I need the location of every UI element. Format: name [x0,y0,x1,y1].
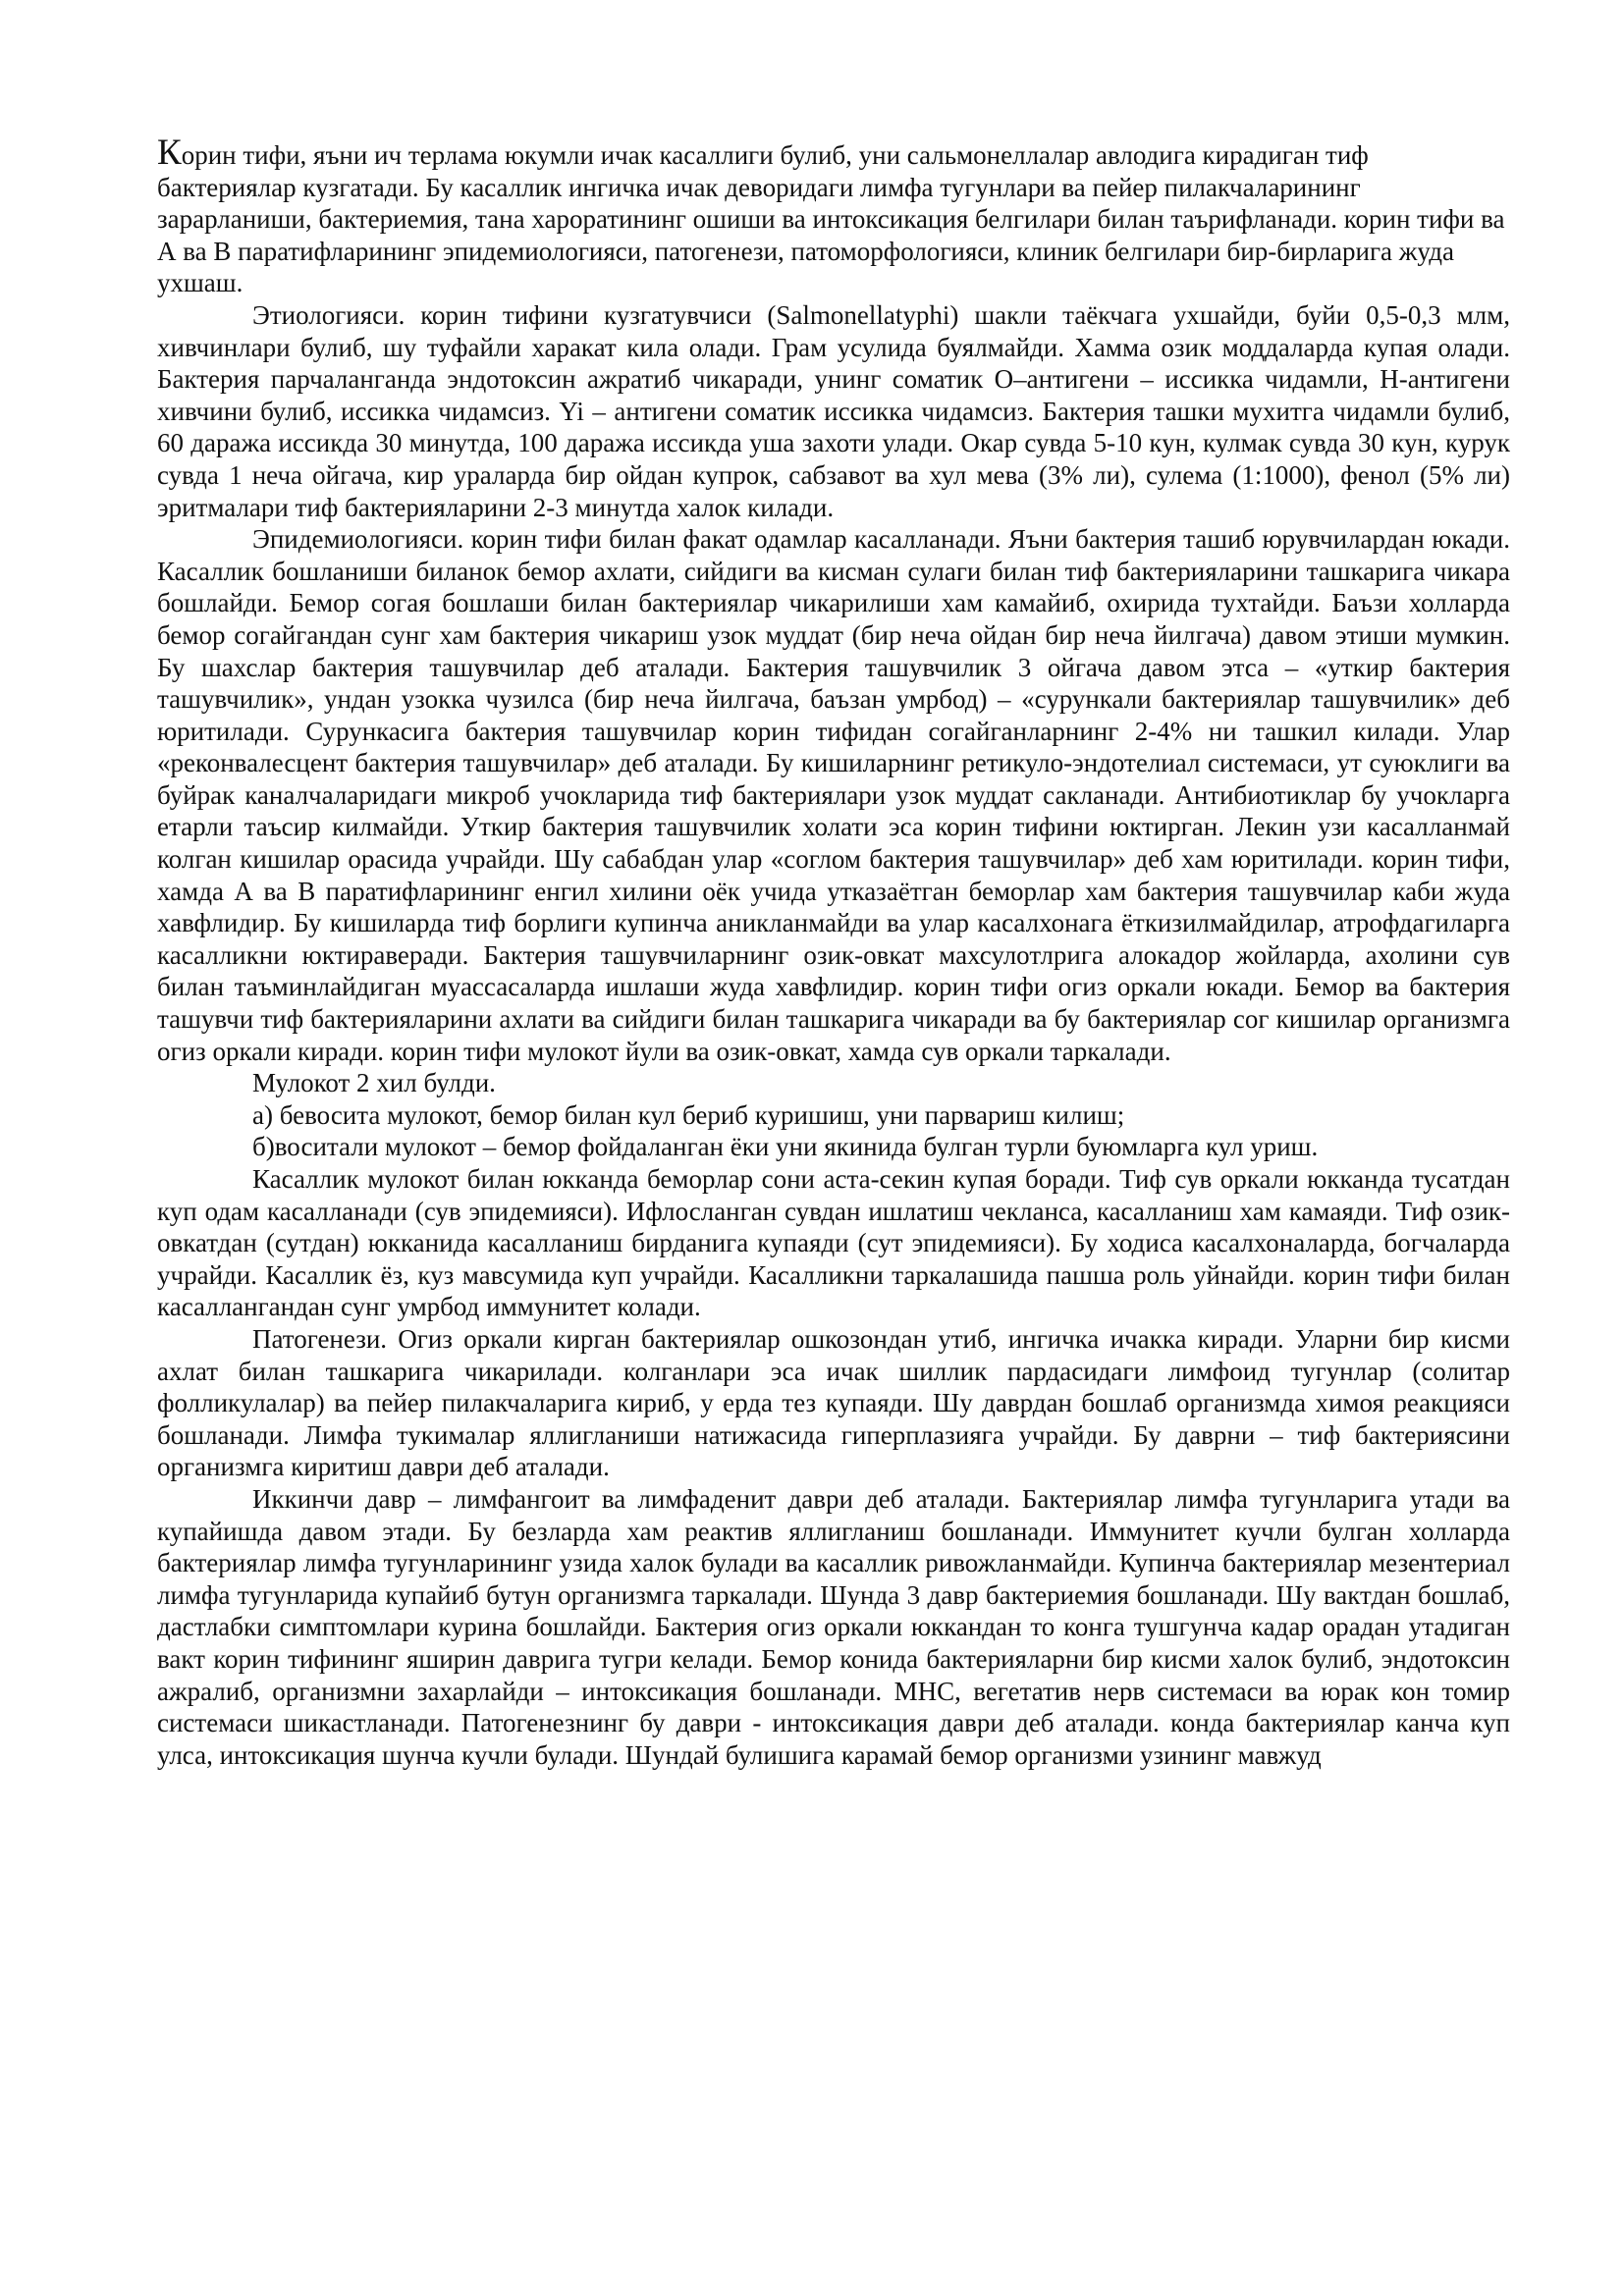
drop-cap-letter: К [157,133,182,173]
etiology-paragraph: Этиологияси. корин тифини кузгатувчиси (Salmonellatyphi) шакли таёкчага ухшайди, буйи 0,5-0,3 млм, хивчинлари булиб, шу туфайли харакат кила олади. Грам усулида буялмайди. Хамма озик моддаларда купая олади. Бактерия парчаланганда эндотоксин ажратиб чикаради, унинг соматик О–антигени – иссикка чидамли, Н-антигени хивчини булиб, иссикка чидамсиз. Yi – антигени соматик иссикка чидамсиз. Бактерия ташки мухитга чидамли булиб, 60 даража иссикда 30 минутда, 100 даража иссикда уша захоти улади. Окар сувда 5-10 кун, кулмак сувда 30 кун, курук сувда 1 неча ойгача, кир ураларда бир ойдан купрок, сабзавот ва хул мева (3% ли), сулема (1:1000), фенол (5% ли) эритмалари тиф бактерияларини 2-3 минутда халок килади. [157,299,1510,522]
document-page [157,133,1510,1771]
contact-item-a: а) бевосита мулокот, бемор билан кул бериб куришиш, уни парвариш килиш; [252,1099,1125,1130]
contact-item-b: б)воситали мулокот – бемор фойдаланган ёки уни якинида булган турли буюмларга кул уриш. [252,1132,1319,1162]
intro-paragraph [157,133,1510,299]
second-period-paragraph: Иккинчи давр – лимфангоит ва лимфаденит даври деб аталади. Бактериялар лимфа тугунларига утади ва купайишда давом этади. Бу безларда хам реактив яллигланиш бошланади. Иммунитет кучли булган холларда бактериялар лимфа тугунларининг узида халок булади ва касаллик ривожланмайди. Купинча бактериялар мезентериал лимфа тугунларида купайиб бутун организмга таркалади. Шунда 3 давр бактериемия бошланади. Шу вактдан бошлаб, дастлабки симптомлари курина бошлайди. Бактерия огиз оркали юккандан то конга тушгунча кадар орадан утадиган вакт корин тифининг яширин даврига тугри келади. Бемор конида бактерияларни бир кисми халок булиб, эндотоксин ажралиб, организмни захарлайди – интоксикация бошланади. МНС, вегетатив нерв системаси ва юрак кон томир системаси шикастланади. Патогенезнинг бу даври - интоксикация даври деб аталади. конда бактериялар канча куп улса, интоксикация шунча кучли булади. Шундай булишига карамай бемор организми узининг мавжуд [157,1483,1510,1770]
spread-paragraph: Касаллик мулокот билан юкканда беморлар сони аста-секин купая боради. Тиф сув оркали юкканда тусатдан куп одам касалланади (сув эпидемияси). Ифлосланган сувдан ишлатиш чекланса, касалланиш хам камаяди. Тиф озик-овкатдан (сутдан) юкканида касалланиш бирданига купаяди (сут эпидемияси). Бу ходиса касалхоналарда, богчаларда учрайди. Касаллик ёз, куз мавсумида куп учрайди. Касалликни таркалашида пашша роль уйнайди. корин тифи билан касаллангандан сунг умрбод иммунитет колади. [157,1164,1510,1322]
intro-text: орин тифи, яъни ич терлама юкумли ичак касаллиги булиб, уни сальмонеллалар авлодига кирадиган тиф бактериялар кузгатади. Бу касаллик ингичка ичак деворидаги лимфа тугунлари ва пейер пилакчаларининг зарарланиши, бактериемия, тана хароратининг ошиши ва интоксикация белгилари билан таърифланади. корин тифи ва А ва В паратифларининг эпидемиологияси, патогенези, патоморфологияси, клиник белгилари бир-бирларига жуда ухшаш. [157,140,1505,298]
contact-types-heading: Мулокот 2 хил булди. [252,1068,496,1098]
pathogenesis-paragraph: Патогенези. Огиз оркали кирган бактериялар ошкозондан утиб, ингичка ичакка киради. Уларни бир кисми ахлат билан ташкарига чикарилади. колганлари эса ичак шиллик пардасидаги лимфоид тугунлар (солитар фолликулалар) ва пейер пилакчаларига кириб, у ерда тез купаяди. Шу даврдан бошлаб организмда химоя реакцияси бошланади. Лимфа тукималар яллигланиши натижасида гиперплазияга учрайди. Бу даврни – тиф бактериясини организмга киритиш даври деб аталади. [157,1323,1510,1482]
epidemiology-paragraph: Эпидемиологияси. корин тифи билан факат одамлар касалланади. Яъни бактерия ташиб юрувчилардан юкади. Касаллик бошланиши биланок бемор ахлати, сийдиги ва кисман сулаги билан тиф бактерияларини ташкарига чикара бошлайди. Бемор согая бошлаши билан бактериялар чикарилиши хам камайиб, охирида тухтайди. Баъзи холларда бемор согайгандан сунг хам бактерия чикариш узок муддат (бир неча ойдан бир неча йилгача) давом этиши мумкин. Бу шахслар бактерия ташувчилар деб аталади. Бактерия ташувчилик 3 ойгача давом этса – «уткир бактерия ташувчилик», ундан узокка чузилса (бир неча йилгача, баъзан умрбод) – «сурункали бактериялар ташувчилик» деб юритилади. Сурункасига бактерия ташувчилар корин тифидан согайганларнинг 2-4% ни ташкил килади. Улар «реконвалесцент бактерия ташувчилар» деб аталади. Бу кишиларнинг ретикуло-эндотелиал системаси, ут суюклиги ва буйрак каналчаларидаги микроб учокларида тиф бактериялари узок муддат сакланади. Антибиотиклар бу учокларга етарли таъсир килмайди. Уткир бактерия ташувчилик холати эса корин тифини юктирган. Лекин узи касалланмай колган кишилар орасида учрайди. Шу сабабдан улар «соглом бактерия ташувчилар» деб хам юритилади. корин тифи, хамда А ва В паратифларининг енгил хилини оёк учида утказаётган беморлар хам бактерия ташувчилар каби жуда хавфлидир. Бу кишиларда тиф борлиги купинча аникланмайди ва улар касалхонага ёткизилмайдилар, атрофдагиларга касалликни юктираверади. Бактерия ташувчиларнинг озик-овкат махсулотлрига алокадор жойларда, ахолини сув билан таъминлайдиган муассасаларда ишлаши жуда хавфлидир. корин тифи огиз оркали юкади. Бемор ва бактерия ташувчи тиф бактерияларини ахлати ва сийдиги билан ташкарига чикаради ва бу бактериялар сог кишилар организмга огиз оркали киради. корин тифи мулокот йули ва озик-овкат, хамда сув оркали таркалади. [157,524,1510,1066]
